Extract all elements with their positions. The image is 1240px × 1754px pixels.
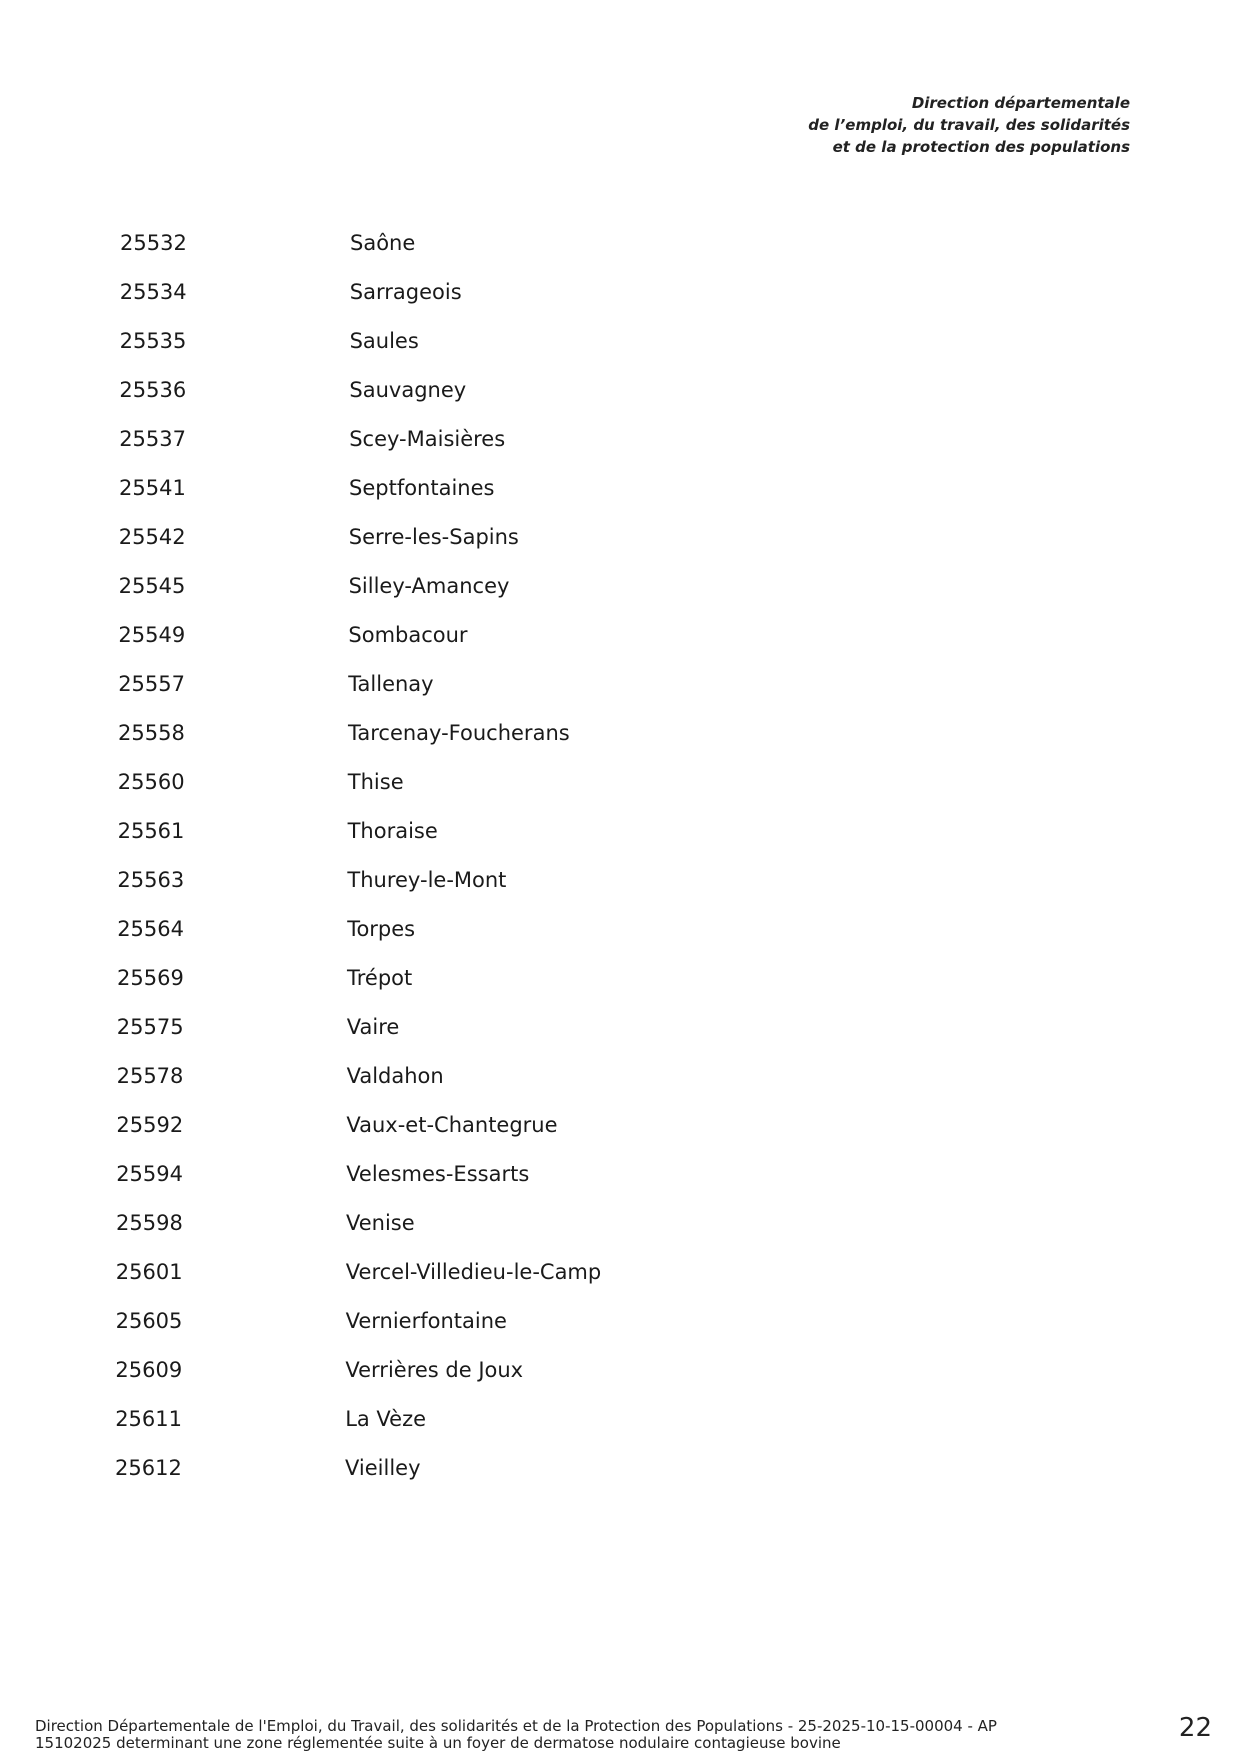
commune-code: 25536 xyxy=(119,378,187,402)
commune-code: 25545 xyxy=(118,574,186,598)
commune-name: Serre-les-Sapins xyxy=(348,525,519,549)
commune-name: Silley-Amancey xyxy=(348,574,510,598)
commune-name: Thurey-le-Mont xyxy=(347,868,507,892)
commune-code: 25535 xyxy=(119,329,187,353)
commune-name: Sombacour xyxy=(348,623,468,647)
commune-name: Velesmes-Essarts xyxy=(346,1162,530,1186)
commune-name: Trépot xyxy=(347,966,413,990)
commune-code: 25549 xyxy=(118,623,186,647)
commune-code: 25561 xyxy=(117,819,185,843)
page-number: 22 xyxy=(1178,1713,1212,1743)
commune-name: Sauvagney xyxy=(349,378,467,402)
commune-code: 25578 xyxy=(116,1064,184,1088)
commune-code: 25542 xyxy=(118,525,186,549)
commune-name: Vaire xyxy=(346,1015,400,1039)
issuer-header xyxy=(808,92,1130,158)
commune-name: Saône xyxy=(350,231,416,255)
commune-code: 25575 xyxy=(116,1015,184,1039)
footer-line-2: 15102025 determinant une zone réglementée suite à un foyer de dermatose nodulaire contagieuse bovine xyxy=(35,1734,841,1752)
commune-name: Scey-Maisières xyxy=(349,427,506,451)
commune-name: La Vèze xyxy=(345,1407,427,1431)
commune-code: 25563 xyxy=(117,868,185,892)
commune-code: 25609 xyxy=(115,1358,183,1382)
commune-name: Torpes xyxy=(347,917,416,941)
commune-name: Saules xyxy=(349,329,419,353)
commune-name: Septfontaines xyxy=(349,476,495,500)
issuer-header-line-1: Direction départementale xyxy=(911,94,1130,112)
commune-name: Sarrageois xyxy=(349,280,462,304)
commune-code: 25605 xyxy=(115,1309,183,1333)
commune-name: Venise xyxy=(346,1211,415,1235)
commune-code: 25534 xyxy=(119,280,187,304)
commune-code: 25541 xyxy=(119,476,186,500)
commune-name: Tarcenay-Foucherans xyxy=(348,721,570,745)
footer-line-1: Direction Départementale de l'Emploi, du Travail, des solidarités et de la Protection des Populations - 25-2025-10-15-00004 - AP xyxy=(35,1717,997,1735)
commune-code: 25558 xyxy=(118,721,185,745)
issuer-header-line-2: de l’emploi, du travail, des solidarités xyxy=(808,116,1130,134)
document-footer xyxy=(35,1718,1075,1752)
commune-name: Vieilley xyxy=(345,1456,421,1480)
commune-code: 25557 xyxy=(118,672,185,696)
commune-code: 25611 xyxy=(115,1407,182,1431)
commune-name: Vaux-et-Chantegrue xyxy=(346,1113,558,1137)
commune-name: Thoraise xyxy=(347,819,438,843)
commune-code: 25612 xyxy=(115,1456,182,1480)
commune-name: Verrières de Joux xyxy=(345,1358,524,1382)
issuer-header-line-3: et de la protection des populations xyxy=(832,138,1130,156)
commune-code: 25601 xyxy=(115,1260,183,1284)
commune-code: 25560 xyxy=(117,770,185,794)
commune-name: Vercel-Villedieu-le-Camp xyxy=(345,1260,602,1284)
commune-code: 25532 xyxy=(120,231,187,255)
commune-code: 25569 xyxy=(117,966,184,990)
commune-name: Tallenay xyxy=(348,672,434,696)
commune-code: 25564 xyxy=(117,917,184,941)
commune-name: Thise xyxy=(347,770,404,794)
commune-name: Valdahon xyxy=(346,1064,444,1088)
commune-name: Vernierfontaine xyxy=(345,1309,507,1333)
commune-code: 25592 xyxy=(116,1113,184,1137)
commune-code: 25598 xyxy=(116,1211,183,1235)
commune-code: 25594 xyxy=(116,1162,183,1186)
commune-code: 25537 xyxy=(119,427,186,451)
